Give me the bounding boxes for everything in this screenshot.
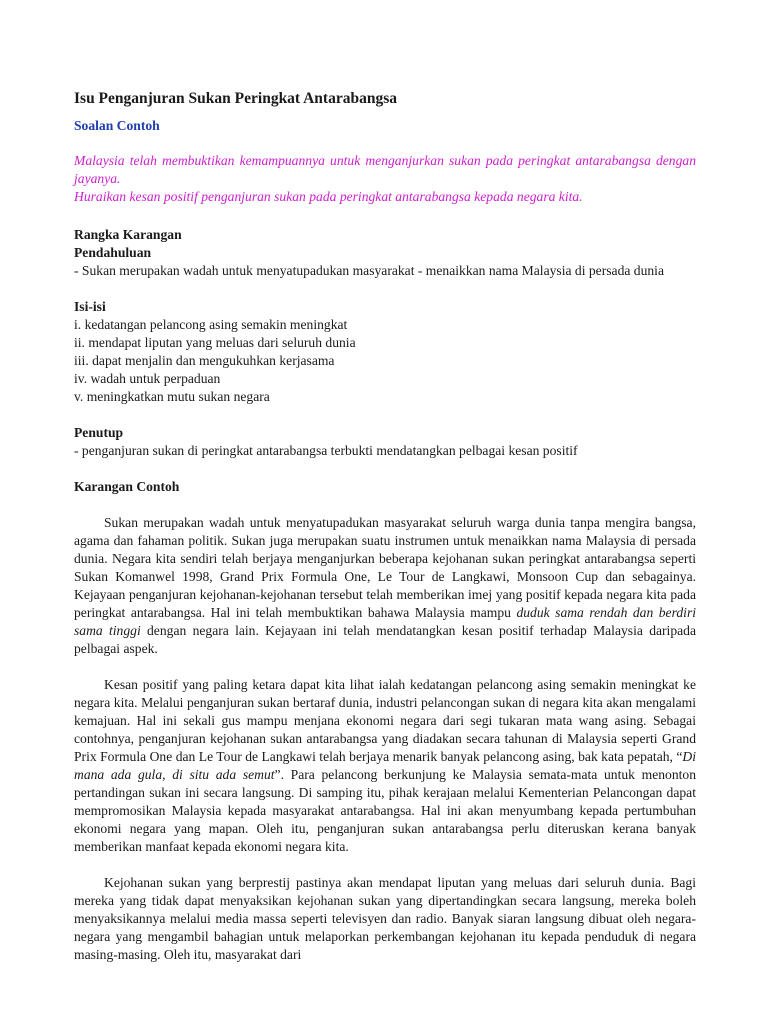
list-item: ii. mendapat liputan yang meluas dari seluruh dunia bbox=[74, 335, 356, 350]
isi-list bbox=[74, 316, 696, 406]
pendahuluan-heading: Pendahuluan bbox=[74, 245, 152, 260]
question-line-1: Malaysia telah membuktikan kemampuannya untuk menganjurkan sukan pada peringkat antarabangsa dengan jayanya. bbox=[74, 153, 696, 186]
karangan-heading: Karangan Contoh bbox=[74, 479, 180, 494]
question-line-2: Huraikan kesan positif penganjuran sukan pada peringkat antarabangsa kepada negara kita. bbox=[74, 189, 583, 204]
essay-paragraph-2: Kesan positif yang paling ketara dapat kita lihat ialah kedatangan pelancong asing semakin meningkat ke negara kita. Melalui penganjuran sukan bertaraf dunia, industri pelancongan sukan di negara kita akan mengalami kemajuan. Hal ini sekali gus mampu menjana ekonomi negara dari segi tukaran mata wang asing. Sebagai contohnya, penganjuran kejohanan sukan antarabangsa yang diadakan secara tahunan di Malaysia seperti Grand Prix Formula One dan Le Tour de Langkawi telah berjaya menarik banyak pelancong asing, bak kata pepatah, “Di mana ada gula, di situ ada semut”. Para pelancong berkunjung ke Malaysia semata-mata untuk menonton pertandingan sukan ini secara langsung. Di samping itu, pihak kerajaan melalui Kementerian Pelancongan dapat mempromosikan Malaysia kepada masyarakat antarabangsa. Hal ini akan menyumbang kepada pertumbuhan ekonomi negara yang mapan. Oleh itu, penganjuran sukan antarabangsa perlu diteruskan kerana banyak memberikan manfaat kepada ekonomi negara kita. bbox=[74, 677, 696, 854]
penutup-heading: Penutup bbox=[74, 425, 124, 440]
list-item: iii. dapat menjalin dan mengukuhkan kerjasama bbox=[74, 353, 335, 368]
essay-paragraph-1: Sukan merupakan wadah untuk menyatupadukan masyarakat seluruh warga dunia tanpa mengira bangsa, agama dan fahaman politik. Sukan juga merupakan suatu instrumen untuk menaikkan nama Malaysia di persada dunia. Negara kita sendiri telah berjaya menganjurkan beberapa kejohanan sukan peringkat antarabangsa seperti Sukan Komanwel 1998, Grand Prix Formula One, Le Tour de Langkawi, Monsoon Cup dan sebagainya. Kejayaan penganjuran kejohanan-kejohanan tersebut telah memberikan imej yang positif kepada negara kita pada peringkat antarabangsa. Hal ini telah membuktikan bahawa Malaysia mampu duduk sama rendah dan berdiri sama tinggi dengan negara lain. Kejayaan ini telah mendatangkan kesan positif terhadap Malaysia daripada pelbagai aspek. bbox=[74, 515, 697, 656]
pendahuluan-text: - Sukan merupakan wadah untuk menyatupadukan masyarakat - menaikkan nama Malaysia di persada dunia bbox=[74, 263, 664, 278]
list-item: i. kedatangan pelancong asing semakin meningkat bbox=[74, 317, 348, 332]
section-subtitle: Soalan Contoh bbox=[74, 118, 160, 133]
penutup-text: - penganjuran sukan di peringkat antarabangsa terbukti mendatangkan pelbagai kesan positif bbox=[74, 443, 578, 458]
essay-paragraph-3: Kejohanan sukan yang berprestij pastinya akan mendapat liputan yang meluas dari seluruh dunia. Bagi mereka yang tidak dapat menyaksikan kejohanan sukan yang dipertandingkan secara langsung, mereka boleh menyaksikannya melalui media massa seperti televisyen dan radio. Banyak siaran langsung dibuat oleh negara-negara yang mengambil bahagian untuk melaporkan perkembangan kejohanan itu kepada penduduk di negara masing-masing. Oleh itu, masyarakat dari bbox=[74, 875, 696, 962]
rangka-heading: Rangka Karangan bbox=[74, 227, 182, 242]
list-item: iv. wadah untuk perpaduan bbox=[74, 371, 221, 386]
document-body bbox=[74, 90, 696, 964]
isi-heading: Isi-isi bbox=[74, 299, 106, 314]
list-item: v. meningkatkan mutu sukan negara bbox=[74, 389, 270, 404]
page-title: Isu Penganjuran Sukan Peringkat Antarabangsa bbox=[74, 90, 397, 107]
